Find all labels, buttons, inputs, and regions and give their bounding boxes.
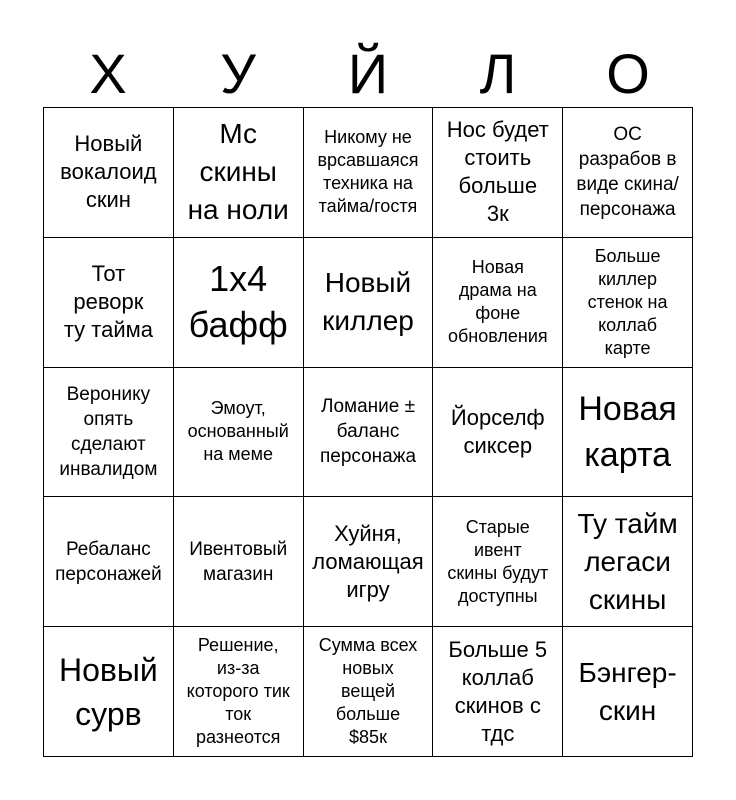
bingo-cell-r3c2[interactable]: Эмоут, основанный на меме [174, 368, 304, 498]
bingo-cell-r3c3[interactable]: Ломание ± баланс персонажа [304, 368, 434, 498]
bingo-cell-r1c3[interactable]: Никому не врсавшаяся техника на тайма/гостя [304, 108, 434, 238]
bingo-grid [43, 107, 693, 757]
header-letter-2: У [220, 42, 256, 105]
bingo-cell-r4c4[interactable]: Старые ивент скины будут доступны [433, 497, 563, 627]
header-letter-4: Л [479, 42, 517, 105]
bingo-cell-r2c3[interactable]: Новый киллер [304, 238, 434, 368]
bingo-cell-r5c5[interactable]: Бэнгер- скин [563, 627, 693, 757]
bingo-cell-r2c1[interactable]: Тот реворк ту тайма [44, 238, 174, 368]
bingo-cell-r1c1[interactable]: Новый вокалоид скин [44, 108, 174, 238]
bingo-cell-r2c2[interactable]: 1х4 бафф [174, 238, 304, 368]
bingo-cell-r1c4[interactable]: Нос будет стоить больше 3к [433, 108, 563, 238]
bingo-cell-r2c5[interactable]: Больше киллер стенок на коллаб карте [563, 238, 693, 368]
bingo-cell-r5c4[interactable]: Больше 5 коллаб скинов с тдс [433, 627, 563, 757]
bingo-header [43, 44, 693, 104]
header-letter-1: Х [89, 42, 127, 105]
header-letter-5: О [606, 42, 650, 105]
bingo-cell-r1c2[interactable]: Мс скины на ноли [174, 108, 304, 238]
bingo-cell-r5c3[interactable]: Сумма всех новых вещей больше $85к [304, 627, 434, 757]
bingo-cell-r4c5[interactable]: Ту тайм легаси скины [563, 497, 693, 627]
header-letter-3: Й [347, 42, 389, 105]
bingo-cell-r2c4[interactable]: Новая драма на фоне обновления [433, 238, 563, 368]
bingo-cell-r3c1[interactable]: Веронику опять сделают инвалидом [44, 368, 174, 498]
bingo-cell-r4c1[interactable]: Ребаланс персонажей [44, 497, 174, 627]
bingo-cell-r3c4[interactable]: Йорселф сиксер [433, 368, 563, 498]
bingo-cell-r5c1[interactable]: Новый сурв [44, 627, 174, 757]
bingo-cell-r4c3[interactable]: Хуйня, ломающая игру [304, 497, 434, 627]
bingo-cell-r4c2[interactable]: Ивентовый магазин [174, 497, 304, 627]
bingo-cell-r3c5[interactable]: Новая карта [563, 368, 693, 498]
bingo-cell-r5c2[interactable]: Решение, из-за которого тик ток разнеотся [174, 627, 304, 757]
bingo-cell-r1c5[interactable]: ОС разрабов в виде скина/ персонажа [563, 108, 693, 238]
